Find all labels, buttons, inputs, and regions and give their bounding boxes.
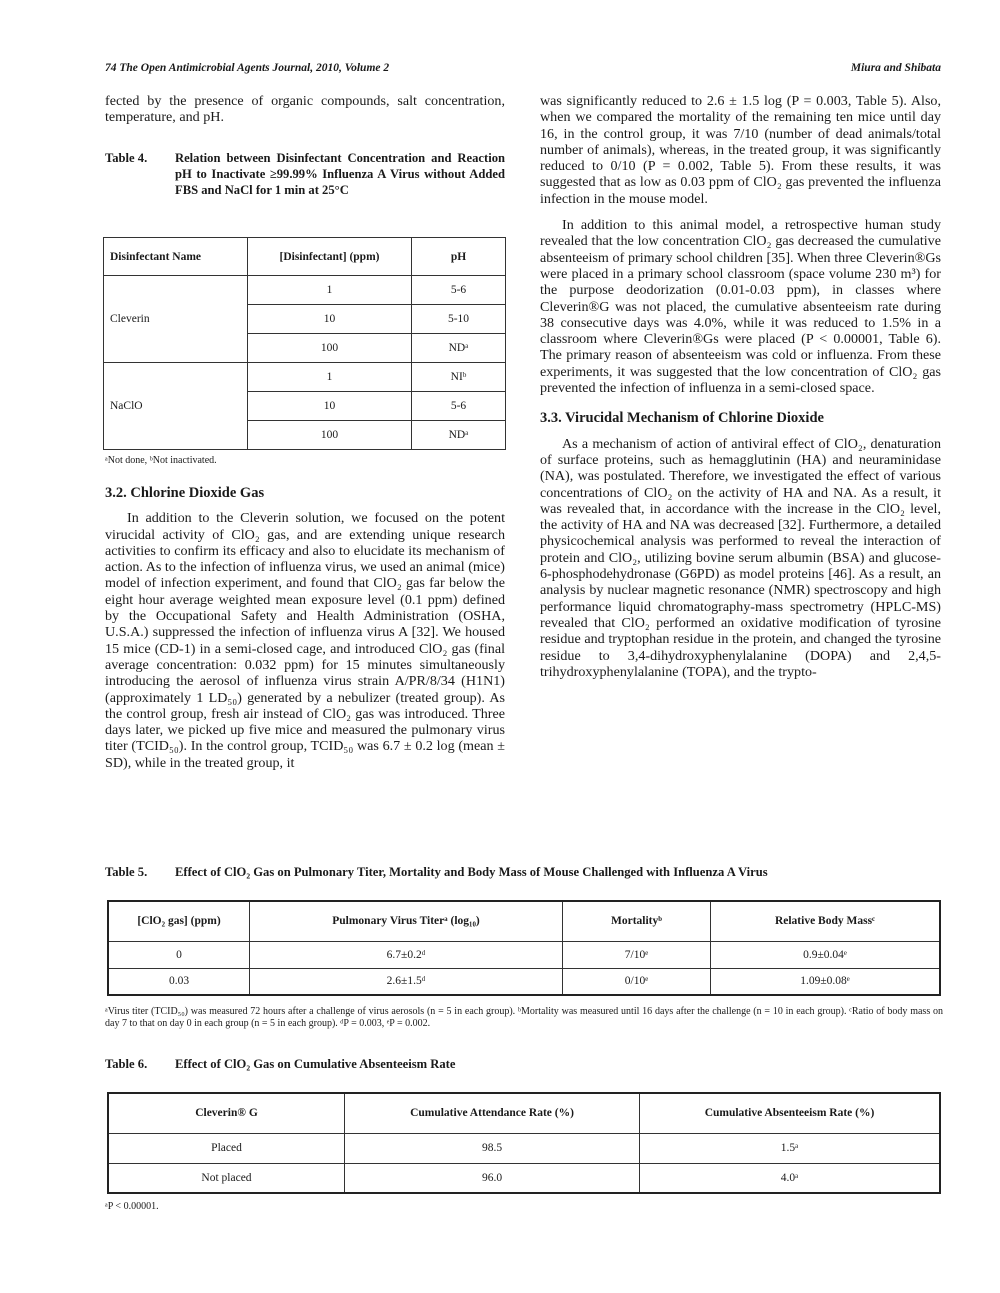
group-cell: NaClO (104, 363, 248, 450)
paragraph: In addition to this animal model, a retrospective human study revealed that the low concentration ClO₂ gas decreased the cumulative absenteeism of primary school children [35]. When three Cleverin®Gs were placed in a primary school classroom (space volume 230 m³) for the purpose deodorization (0.01-0.03 ppm), in classes where Cleverin®G was not placed, the cumulative absenteeism rate during 38 consecutive days was 4.0%, while it was reduced to 1.5% in a classroom where Cleverin®Gs were placed (P < 0.00001, Table 6). The primary reason of absenteeism was cold or influenza. From these experiments, it was suggested that the low concentration of ClO₂ gas prevented the infection of influenza in a semi-closed space. (540, 217, 941, 397)
paragraph: was significantly reduced to 2.6 ± 1.5 log (P = 0.003, Table 5). Also, when we compared the mortality of the remaining ten mice until day 16, in the control group, it was 7/10 (number of dead animals/total number of animals), whereas, in the treated group, it was significantly reduced to 0/10 (P = 0.002, Table 5). From these results, it was suggested that as low as 0.03 ppm of ClO₂ gas prevented the influenza infection in the mouse model. (540, 93, 941, 207)
table-cell: 10 (248, 305, 412, 334)
table-cell: 5-10 (412, 305, 506, 334)
table-cell: NDᵃ (412, 334, 506, 363)
table5-caption (105, 864, 945, 880)
table-cell: 1 (248, 276, 412, 305)
table4-note: ᵃNot done, ᵇNot inactivated. (105, 455, 217, 466)
table6-label: Table 6. (105, 1057, 148, 1071)
table-cell: Placed (108, 1133, 345, 1163)
table6 (107, 1092, 941, 1194)
table-cell: 2.6±1.5ᵈ (250, 968, 563, 995)
table-cell: 1.09±0.08ᵉ (711, 968, 941, 995)
table-cell: 1 (248, 363, 412, 392)
table-cell: 0 (108, 941, 250, 968)
table6-caption (105, 1056, 945, 1072)
table-cell: 96.0 (345, 1163, 640, 1193)
table-cell: 1.5ᵃ (640, 1133, 941, 1163)
table6-note: ᵃP < 0.00001. (105, 1201, 159, 1212)
table-cell: 6.7±0.2ᵈ (250, 941, 563, 968)
table5-label: Table 5. (105, 865, 148, 879)
running-header (105, 62, 941, 74)
paragraph: In addition to the Cleverin solution, we focused on the potent virucidal activity of ClO₂ gas, and are extending unique research activities to confirm its efficacy and also to elucidate its mechanism of action. As to the infection of influenza virus, we used an animal (mice) model of infection experiment, and found that ClO₂ gas far below the eight hour average weighted mean exposure level (0.1 ppm) defined by the Occupational Safety and Health Administration (OSHA, U.S.A.) suppressed the infection of influenza virus A [32]. We housed 15 mice (CD-1) in a semi-closed cage, and introduced ClO₂ gas (final average concentration: 0.032 ppm) for 15 minutes simultaneously introducing the aerosol of influenza virus strain A/PR/8/34 (H1N1) (approximately 1 LD₅₀) generated by a nebulizer (treated group). As the control group, fresh air instead of ClO₂ gas was introduced. Three days later, we picked up five mice and measured the pulmonary virus titer (TCID₅₀). In the control group, TCID₅₀ was 6.7 ± 0.2 log (mean ± SD), while in the treated group, it (105, 510, 505, 771)
table-header-row (104, 238, 506, 276)
table5-title: Effect of ClO₂ Gas on Pulmonary Titer, Mortality and Body Mass of Mouse Challenged with Influenza A Virus (175, 865, 768, 879)
table-cell: Not placed (108, 1163, 345, 1193)
paragraph: As a mechanism of action of antiviral effect of ClO₂, denaturation of surface proteins, such as hemagglutinin (HA) and neuraminidase (NA), was postulated. Therefore, we investigated the effect of various concentrations of ClO₂ on the activity of HA and NA. As a result, it was revealed that, in accordance with the increase in the ClO₂ level, the activity of HA and NA was decreased [32]. Furthermore, a detailed physicochemical analysis was performed to reveal the interaction of protein and ClO₂, utilizing bovine serum albumin (BSA) and glucose-6-phosphodehydronase (G6PD) as model proteins [46]. As a result, an analysis by nuclear magnetic resonance (NMR) spectroscopy and high performance liquid chromatography-mass spectrometry (HPLC-MS) revealed that ClO₂ performed an oxidative modification of tyrosine residue and tryptophan residue in the protein, and changed the tyrosine residue to 3,4-dihydroxyphenylalanine (DOPA) and 2,4,5-trihydroxyphenylalanine (TOPA), and the trypto- (540, 435, 941, 680)
table-row (108, 941, 940, 968)
table-cell: 4.0ᵃ (640, 1163, 941, 1193)
table-cell: NDᵃ (412, 421, 506, 450)
table-header: Relative Body Massᶜ (711, 901, 941, 941)
header-authors: Miura and Shibata (850, 62, 941, 74)
table-cell: 0.9±0.04ᵉ (711, 941, 941, 968)
section-heading: 3.2. Chlorine Dioxide Gas (105, 485, 265, 501)
paragraph: fected by the presence of organic compounds, salt concentration, temperature, and pH. (105, 93, 505, 126)
table-header: [ClO₂ gas] (ppm) (108, 901, 250, 941)
table-cell: 0.03 (108, 968, 250, 995)
table-header: Cleverin® G (108, 1093, 345, 1133)
table-cell: 5-6 (412, 276, 506, 305)
left-column (105, 93, 505, 126)
right-column (540, 93, 941, 680)
table-header: Mortalityᵇ (563, 901, 711, 941)
table-header-row (108, 1093, 940, 1133)
table-cell: 98.5 (345, 1133, 640, 1163)
table-header: Pulmonary Virus Titerᵃ (log₁₀) (250, 901, 563, 941)
group-cell: Cleverin (104, 276, 248, 363)
table-cell: 100 (248, 334, 412, 363)
table-header: [Disinfectant] (ppm) (248, 238, 412, 276)
table4-label: Table 4. (105, 151, 148, 165)
table4 (103, 237, 506, 450)
table-header: Cumulative Absenteeism Rate (%) (640, 1093, 941, 1133)
table-cell: 100 (248, 421, 412, 450)
table-cell: 0/10ᵉ (563, 968, 711, 995)
table-cell: 7/10ᵉ (563, 941, 711, 968)
table-header: Disinfectant Name (104, 238, 248, 276)
table4-caption (105, 150, 505, 198)
table-row (108, 1133, 940, 1163)
table-header-row (108, 901, 940, 941)
table5-note: ᵃVirus titer (TCID₅₀) was measured 72 hours after a challenge of virus aerosols (n = 5 in each group). ᵇMortality was measured until 16 days after the challenge (n = 10 in each group). ᶜRatio of body mass on day 7 to that on day 0 in each group (n = 5 in each group). ᵈP = 0.003, ᵉP = 0.002. (105, 1006, 943, 1029)
table-row (104, 363, 506, 392)
table-cell: 5-6 (412, 392, 506, 421)
table-row (104, 276, 506, 305)
table6-title: Effect of ClO₂ Gas on Cumulative Absenteeism Rate (175, 1057, 456, 1071)
table-row (108, 1163, 940, 1193)
table-cell: 10 (248, 392, 412, 421)
table4-title: Relation between Disinfectant Concentration and Reaction pH to Inactivate ≥99.99% Influenza A Virus without Added FBS and NaCl for 1 min at 25°C (175, 151, 505, 197)
table-cell: NIᵇ (412, 363, 506, 392)
table-header: Cumulative Attendance Rate (%) (345, 1093, 640, 1133)
section-heading: 3.3. Virucidal Mechanism of Chlorine Dioxide (540, 410, 824, 427)
table-row (108, 968, 940, 995)
header-left: 74 The Open Antimicrobial Agents Journal, 2010, Volume 2 (105, 62, 390, 74)
table5 (107, 900, 941, 996)
table-header: pH (412, 238, 506, 276)
left-column-body (105, 485, 505, 771)
